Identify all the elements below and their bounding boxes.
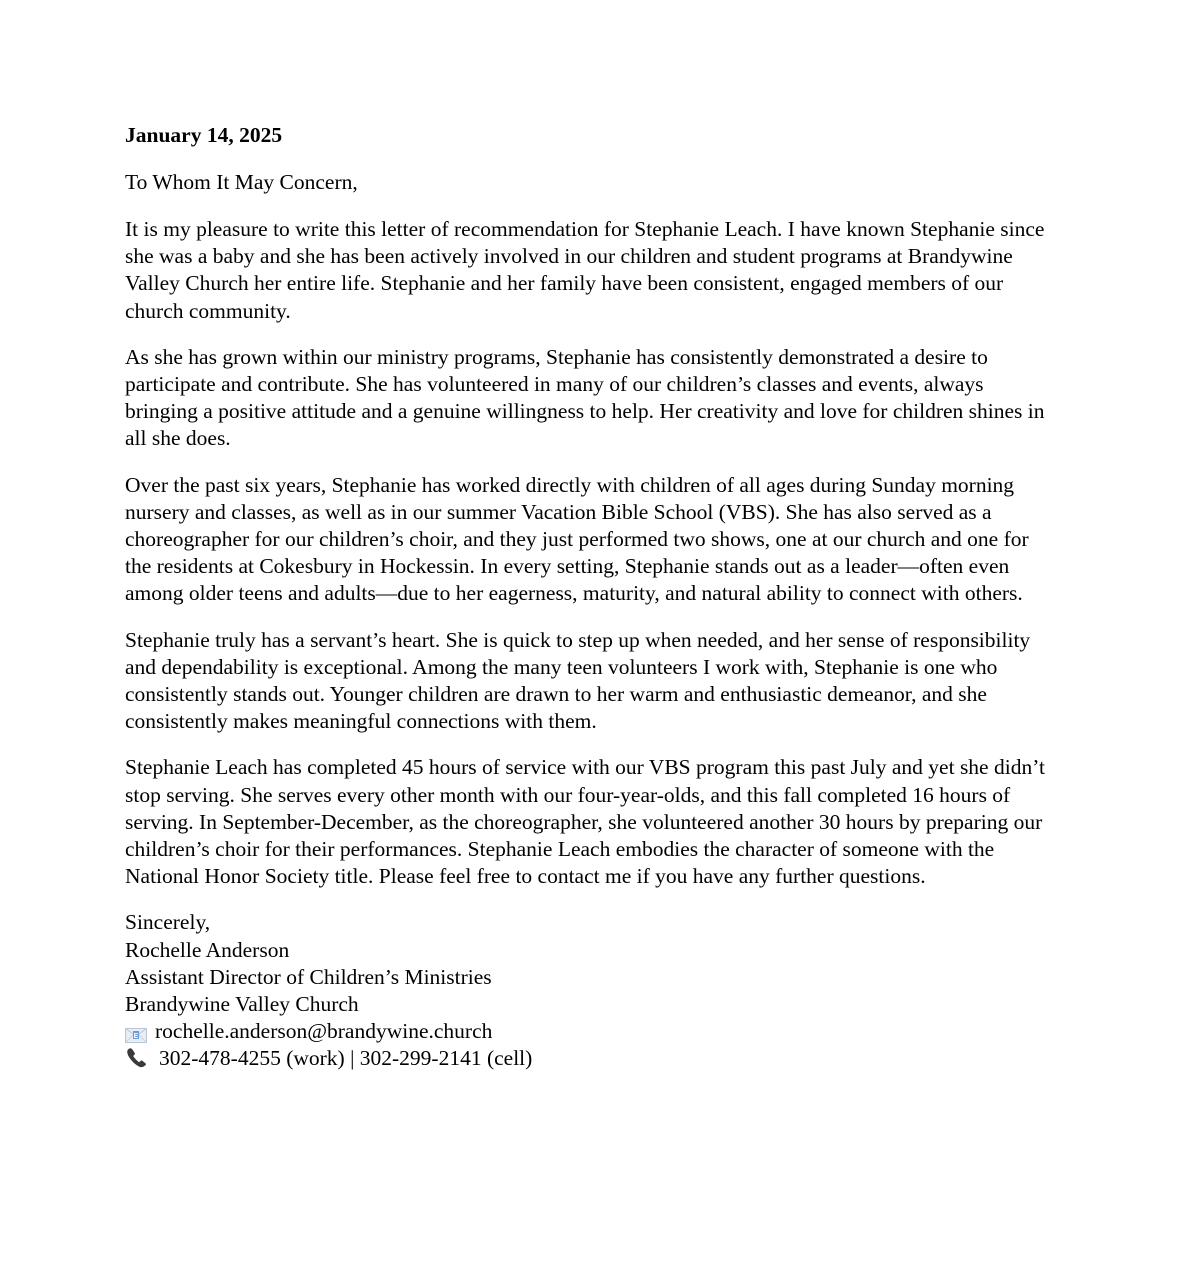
paragraph-experience: Over the past six years, Stephanie has worked directly with children of all ages during Sunday morning nursery and classes, as well as in our summer Vacation Bible School (VBS). She has also served as a choreographer for our children’s choir, and they just performed two shows, one at our church and one for the residents at Cokesbury in Hockessin. In every setting, Stephanie stands out as a leader—often even among older teens and adults—due to her eagerness, maturity, and natural ability to connect with others. [125, 472, 1029, 606]
email-address[interactable]: rochelle.anderson@brandywine.church [155, 1019, 493, 1044]
signer-name: Rochelle Anderson [125, 937, 290, 962]
paragraph-character: Stephanie truly has a servant’s heart. She is quick to step up when needed, and her sense of responsibility and dependability is exceptional. Among the many teen volunteers I work with, Stephanie is one who consistently stands out. Younger children are drawn to her warm and enthusiastic demeanor, and she consistently makes meaningful connections with them. [125, 627, 1031, 734]
paragraph-service-hours: Stephanie Leach has completed 45 hours of service with our VBS program this past July and yet she didn’t stop serving. She serves every other month with our four-year-olds, and this fall completed 16 hours of serving. In September-December, as the choreographer, she volunteered another 30 hours by preparing our children’s choir for their performances. Stephanie Leach embodies the character of someone with the National Honor Society title. Please feel free to contact me if you have any further questions. [125, 755, 1045, 889]
email-line [125, 1018, 1060, 1045]
svg-text:E: E [133, 1033, 139, 1041]
letter-date: January 14, 2025 [125, 123, 283, 147]
signer-organization: Brandywine Valley Church [125, 992, 359, 1017]
closing: Sincerely, [125, 910, 211, 935]
phone-line [125, 1045, 1060, 1072]
signer-title: Assistant Director of Children’s Ministries [125, 964, 492, 989]
signature-block [125, 909, 1060, 1072]
salutation: To Whom It May Concern, [125, 170, 358, 194]
telephone-icon [125, 1047, 149, 1069]
paragraph-growth: As she has grown within our ministry programs, Stephanie has consistently demonstrated a desire to participate and contribute. She has volunteered in many of our children’s classes and events, always bringing a positive attitude and a genuine willingness to help. Her creativity and love for children shines in all she does. [125, 344, 1045, 451]
letter-page [125, 122, 1060, 1073]
phone-numbers: 302-478-4255 (work) | 302-299-2141 (cell) [159, 1046, 533, 1071]
envelope-icon [125, 1023, 147, 1041]
paragraph-introduction: It is my pleasure to write this letter of recommendation for Stephanie Leach. I have known Stephanie since she was a baby and she has been actively involved in our children and student programs at Brandywine Valley Church her entire life. Stephanie and her family have been consistent, engaged members of our church community. [125, 217, 1045, 323]
